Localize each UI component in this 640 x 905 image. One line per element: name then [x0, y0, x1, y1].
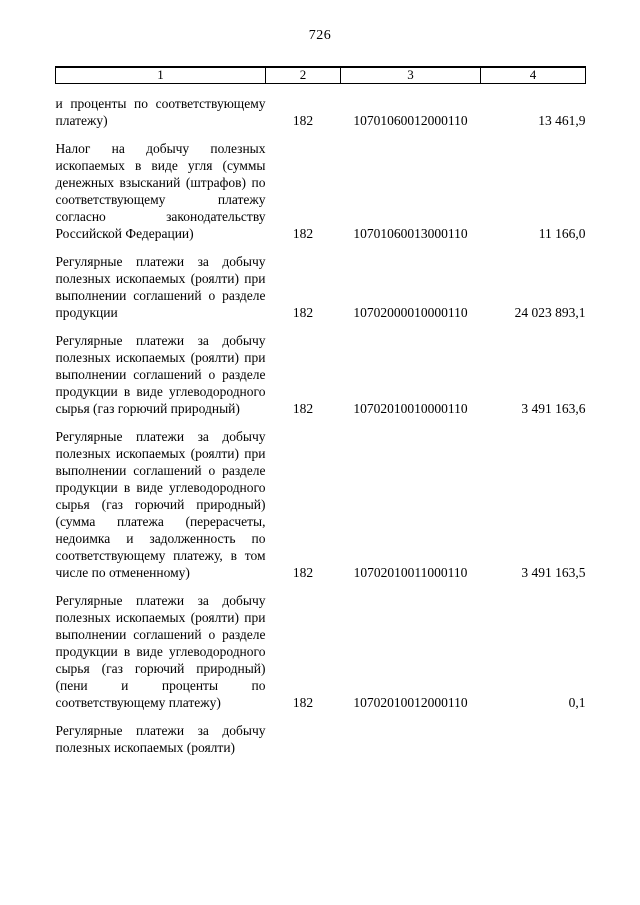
row-description: Регулярные платежи за добычу полезных ископаемых (роялти) при выполнении соглашений о разделе продукции в виде углеводородного сырья (газ горючий природный) (пени и проценты по соответствующему платежу) [55, 592, 266, 710]
row-budget-code: 10702000010000110 [353, 304, 468, 320]
row-amount [481, 711, 586, 756]
row-admin-code [266, 711, 341, 756]
row-amount: 13 461,9 [538, 112, 586, 128]
row-budget-code: 10701060012000110 [353, 112, 468, 128]
table-row [56, 129, 586, 242]
table-row [56, 242, 586, 321]
column-header-3: 3 [341, 67, 481, 83]
row-description: Регулярные платежи за добычу полезных ископаемых (роялти) при выполнении соглашений о разделе продукции в виде углеводородного сырья (газ горючий природный) [55, 332, 266, 416]
row-admin-code: 182 [292, 694, 314, 710]
row-admin-code: 182 [292, 564, 314, 580]
row-description: Регулярные платежи за добычу полезных ископаемых (роялти) при выполнении соглашений о разделе продукции [55, 253, 266, 320]
budget-table [55, 66, 586, 756]
table-row [56, 417, 586, 581]
row-description: и проценты по соответствующему платежу) [55, 95, 266, 128]
column-header-4: 4 [481, 67, 586, 83]
row-description: Налог на добычу полезных ископаемых в виде угля (суммы денежных взысканий (штрафов) по соответствующему платежу согласно законодательству Российской Федерации) [55, 140, 266, 241]
row-budget-code: 10702010012000110 [353, 694, 468, 710]
table-row [56, 321, 586, 417]
row-admin-code: 182 [292, 225, 314, 241]
table-row [56, 581, 586, 711]
table-row [56, 83, 586, 129]
row-admin-code: 182 [292, 304, 314, 320]
row-description: Регулярные платежи за добычу полезных ископаемых (роялти) [55, 722, 266, 755]
row-budget-code: 10702010010000110 [353, 400, 468, 416]
column-header-2: 2 [266, 67, 341, 83]
row-amount: 24 023 893,1 [514, 304, 586, 320]
row-budget-code: 10701060013000110 [353, 225, 468, 241]
row-admin-code: 182 [292, 112, 314, 128]
page-number: 726 [308, 28, 332, 43]
row-description: Регулярные платежи за добычу полезных ископаемых (роялти) при выполнении соглашений о разделе продукции в виде углеводородного сырья (газ горючий природный) (сумма платежа (перерасчеты, недоимка и задолженность по соответствующему платежу, в том числе по отмененному) [55, 428, 266, 580]
table-header-row [56, 67, 586, 83]
row-amount: 3 491 163,6 [521, 400, 586, 416]
column-header-1: 1 [56, 67, 266, 83]
row-admin-code: 182 [292, 400, 314, 416]
table-row [56, 711, 586, 756]
row-amount: 3 491 163,5 [521, 564, 586, 580]
row-budget-code: 10702010011000110 [353, 564, 468, 580]
row-amount: 11 166,0 [538, 225, 586, 241]
row-amount: 0,1 [568, 694, 586, 710]
row-budget-code [341, 711, 481, 756]
